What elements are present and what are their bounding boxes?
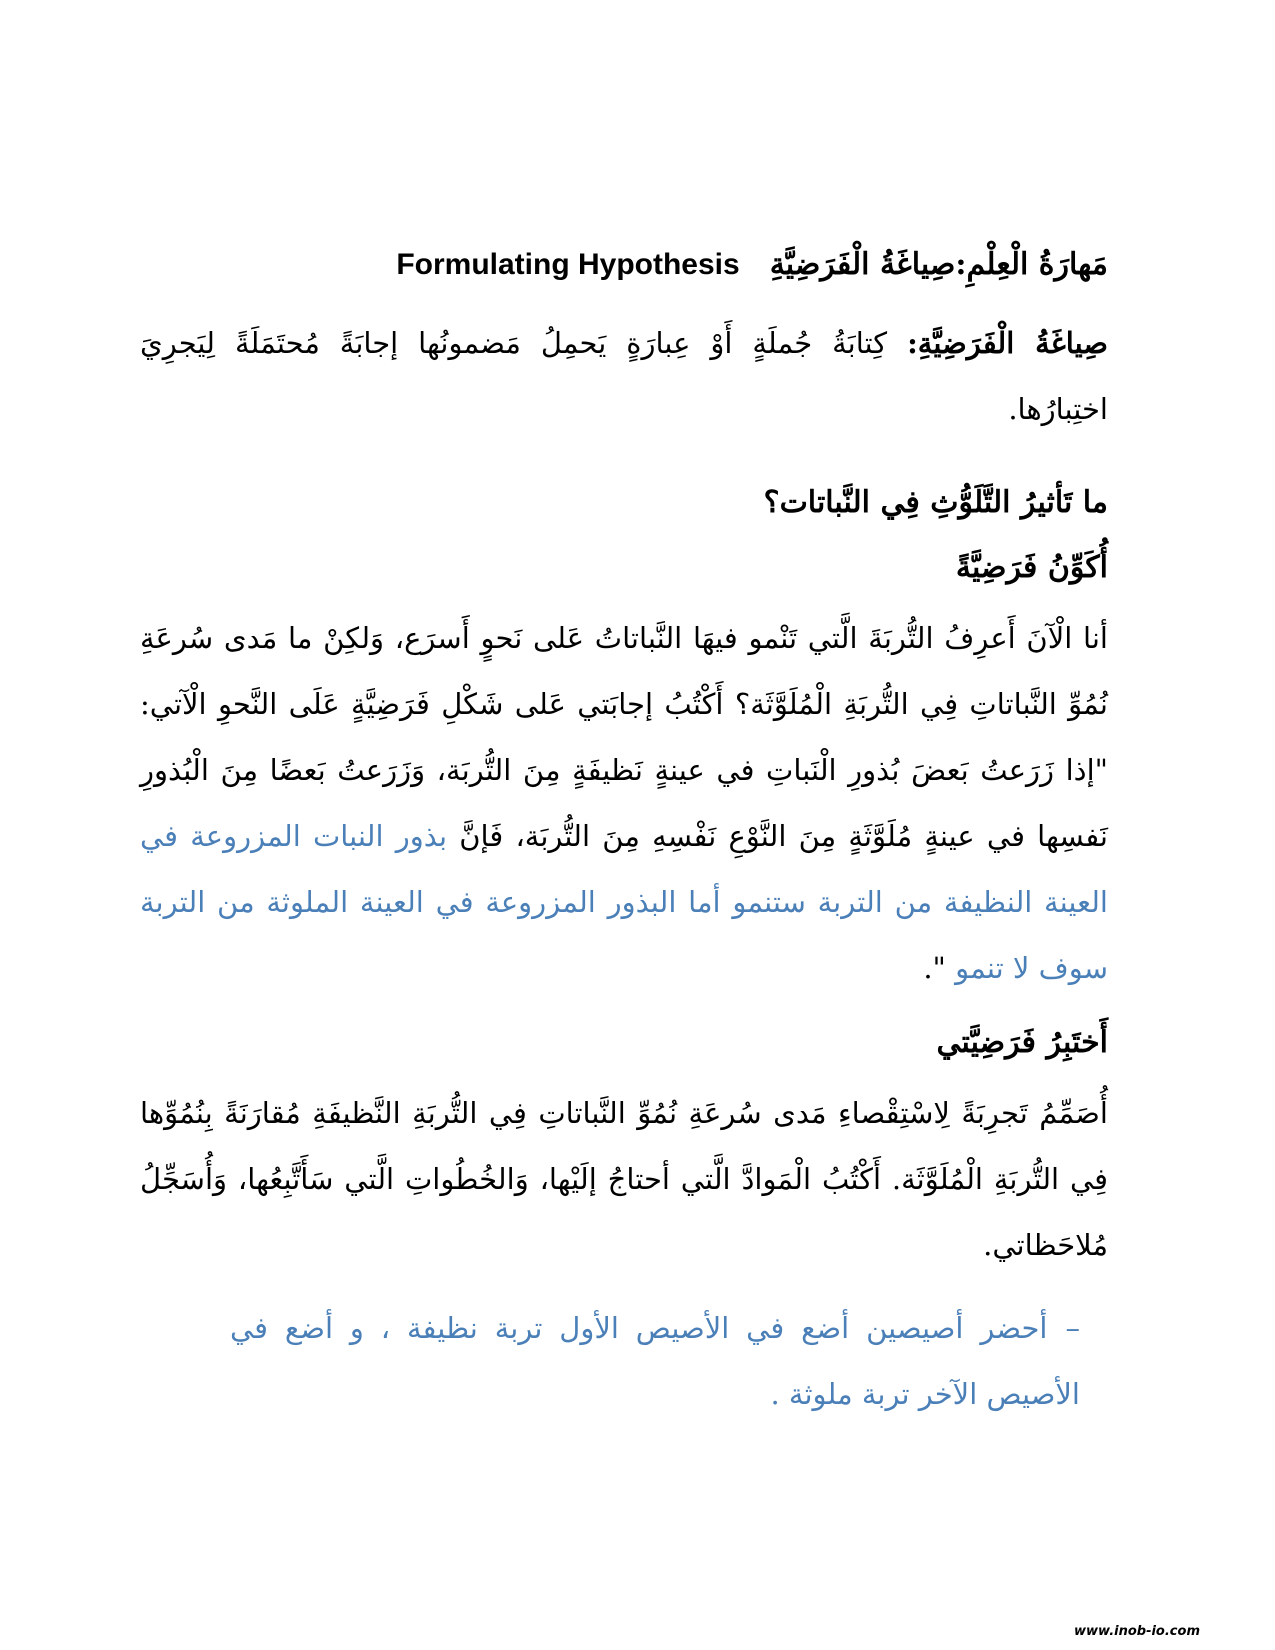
form-hypothesis-heading: أُكَوِّنُ فَرَضِيَّةً: [955, 550, 1108, 585]
bullet-text-block: [230, 1295, 1080, 1427]
bullet-text: أحضر أصيصين أضع في الأصيص الأول تربة نظيفة ، و أضع في الأصيص الآخر تربة ملوثة .: [230, 1311, 1080, 1411]
test-hypothesis-paragraph: أُصَمِّمُ تَجرِبَةً لِاسْتِقْصاءِ مَدى سُرعَةِ نُمُوِّ النَّباتاتِ فِي التُّربَةِ النَّظيفَةِ مُقارَنَةً بِنُمُوِّها فِي التُّربَةِ الْمُلَوَّثَة. أَكْتُبُ الْمَوادَّ الَّتي أحتاجُ إلَيْها، وَالخُطُواتِ الَّتي سَأَتَّبِعُها، وَأُسَجِّلُ مُلاحَظاتي.: [140, 1096, 1108, 1262]
hypothesis-text: أنا الْآنَ أَعرِفُ التُّربَةَ الَّتي تَنْمو فيهَا النَّباتاتُ عَلى نَحوٍ أَسرَع، وَلكِنْ ما مَدى سُرعَةِ نُمُوِّ النَّباتاتِ فِي التُّربَةِ الْمُلَوَّثَة؟ أَكْتُبُ إجابَتي عَلى شَكْلِ فَرَضِيَّةٍ عَلَى النَّحوِ الْآتي: "إذا زَرَعتُ بَعضَ بُذورِ الْنَباتِ في عينةٍ نَظيفَةٍ مِنَ التُّربَة، وَزَرَعتُ بَعضًا مِنَ الْبُذورِ نَفسِها في عينةٍ مُلَوَّثَةٍ مِنَ النَّوْعِ نَفْسِهِ مِنَ التُّربَة، فَإنَّ: [140, 621, 1108, 853]
definition-term: صِياغَةُ الْفَرَضِيَّةِ:: [907, 326, 1108, 360]
page-title: [140, 240, 1108, 290]
title-arabic: مَهارَةُ الْعِلْمِ:صِياغَةُ الْفَرَضِيَّةِ: [769, 247, 1108, 282]
footer-watermark: www.inob-io.com: [1074, 1624, 1200, 1639]
hypothesis-answer: بذور النبات المزروعة في العينة النظيفة من التربة ستنمو أما البذور المزروعة في العينة الملوثة من التربة سوف لا تنمو: [140, 819, 1108, 985]
definition-text: كِتابَةُ جُملَةٍ أَوْ عِبارَةٍ يَحمِلُ مَضمونُها إجابَةً مُحتَمَلَةً لِيَجرِيَ اختِبارُها.: [140, 326, 1108, 426]
question-heading: ما تَأثيرُ التَّلَوُّثِ فِي النَّباتات؟: [763, 485, 1108, 520]
form-hypothesis-paragraph: [140, 605, 1108, 1001]
test-hypothesis-heading: أَختَبِرُ فَرَضِيَّتي: [936, 1025, 1108, 1060]
hypothesis-closing: ".: [923, 951, 956, 985]
bullet-dash-marker: –: [1065, 1311, 1080, 1345]
bullet-item: [230, 1295, 1080, 1427]
title-english: Formulating Hypothesis: [396, 248, 740, 281]
definition-paragraph: [140, 310, 1108, 442]
